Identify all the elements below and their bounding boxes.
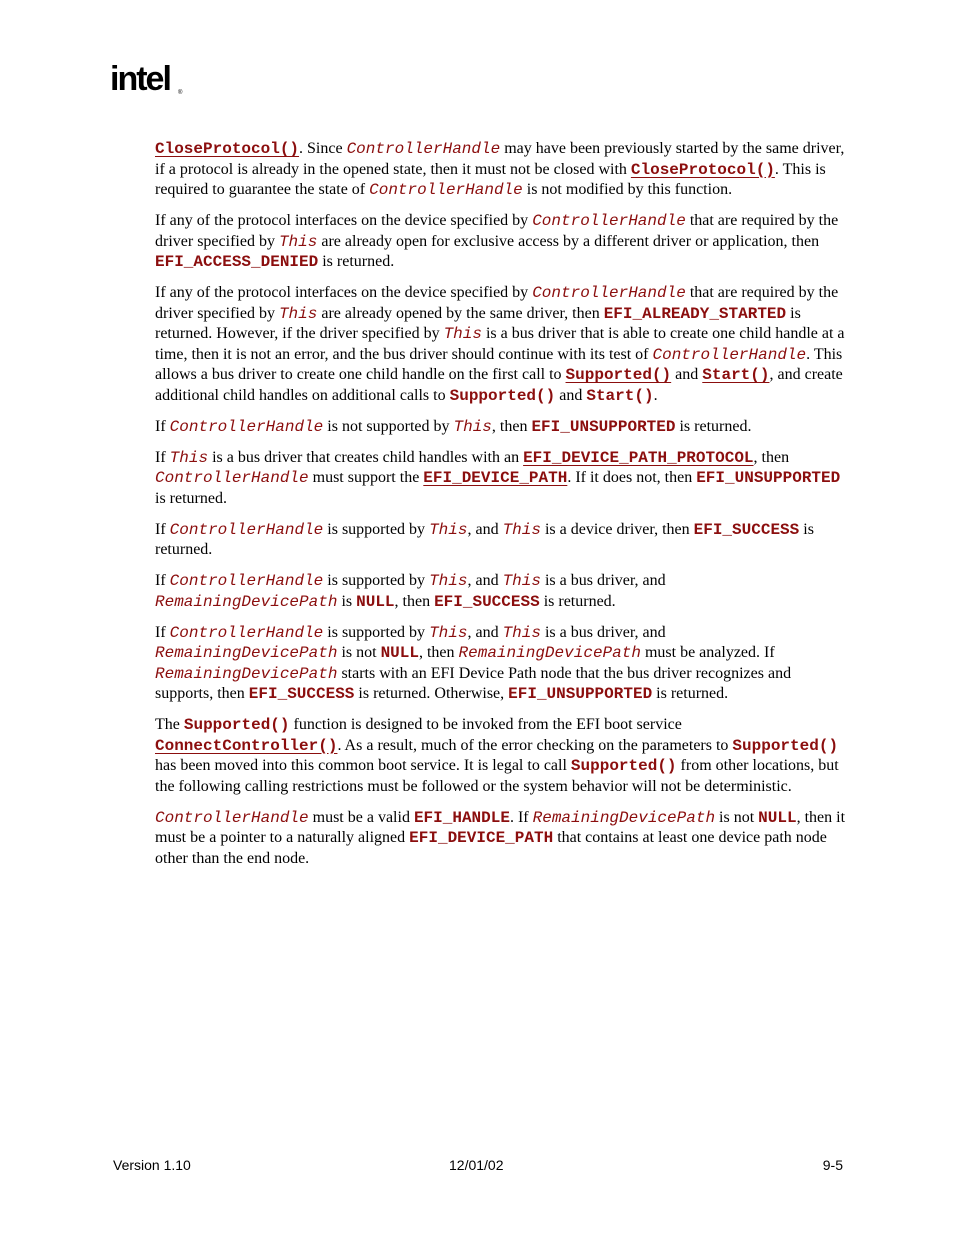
code-keyword: EFI_UNSUPPORTED <box>508 685 653 703</box>
text-run: , then <box>418 644 459 661</box>
text-run: are already open for exclusive access by a different driver or application, then <box>317 232 820 250</box>
code-link[interactable]: Start() <box>702 366 770 384</box>
footer-date: 12/01/02 <box>449 1157 504 1173</box>
text-run: , then <box>491 417 532 435</box>
text-run: is supported by <box>323 520 430 538</box>
code-keyword: NULL <box>380 644 419 662</box>
text-run: must be a valid <box>308 808 414 826</box>
parameter-name: This <box>169 448 209 467</box>
code-keyword: NULL <box>356 592 395 611</box>
text-run: is supported by <box>323 572 430 589</box>
text-run: is not <box>715 808 759 826</box>
page-body <box>155 139 845 880</box>
code-link[interactable]: ConnectController() <box>155 736 338 755</box>
parameter-name: ControllerHandle <box>369 181 523 199</box>
code-keyword: EFI_SUCCESS <box>693 520 800 539</box>
text-run: is not modified by this function. <box>522 181 733 198</box>
code-keyword: Supported() <box>183 716 290 734</box>
text-run: . This allows a bus driver to create one child handle on the first call to <box>155 345 843 383</box>
text-run: is returned. <box>652 685 729 702</box>
text-run: . If it does not, then <box>567 469 697 486</box>
text-run: , then <box>753 448 790 466</box>
parameter-name: RemainingDevicePath <box>155 592 338 611</box>
text-run: is a bus driver, and <box>540 623 666 641</box>
code-link[interactable]: EFI_DEVICE_PATH_PROTOCOL <box>523 448 754 467</box>
text-run: . This is required to guarantee the state of <box>155 160 826 198</box>
text-run: may have been previously started by the same driver, if a protocol is already in the opened state, then it must not be closed with <box>155 140 845 178</box>
code-link[interactable]: CloseProtocol() <box>630 160 775 179</box>
code-keyword: Supported() <box>449 386 556 405</box>
paragraph <box>155 448 845 510</box>
text-run: and <box>671 366 703 383</box>
text-run: is returned. However, if the driver specified by <box>155 304 801 342</box>
text-run: is a device driver, then <box>540 520 694 538</box>
text-run: is returned. Otherwise, <box>354 685 509 702</box>
text-run: is returned. <box>539 592 616 610</box>
text-run: and <box>555 386 587 404</box>
code-keyword: EFI_SUCCESS <box>248 685 355 703</box>
code-keyword: NULL <box>758 808 797 827</box>
paragraph <box>155 211 845 273</box>
text-run: are already opened by the same driver, then <box>317 304 604 322</box>
text-run: is returned. <box>155 489 227 507</box>
parameter-name: This <box>278 304 318 323</box>
text-run: function is designed to be invoked from the EFI boot service <box>289 716 682 733</box>
parameter-name: This <box>443 325 482 343</box>
code-link[interactable]: Supported() <box>565 366 672 384</box>
page-footer <box>113 1157 843 1177</box>
code-keyword: Supported() <box>570 757 677 775</box>
text-run: is returned. <box>155 520 814 558</box>
parameter-name: This <box>429 520 468 539</box>
paragraph <box>155 571 845 612</box>
text-run: is a bus driver that is able to create one child handle at a time, then it is not an error, and the bus driver should continue with its test of <box>155 325 845 363</box>
text-run: If any of the protocol interfaces on the device specified by <box>155 212 533 229</box>
text-run: , and <box>467 520 503 538</box>
text-run: , and <box>467 572 503 589</box>
text-run: , then it must be a pointer to a naturally aligned <box>155 808 846 846</box>
text-run: that are required by the driver specified by <box>155 284 839 322</box>
text-run: If <box>155 417 170 435</box>
text-run: If <box>155 572 170 589</box>
text-run: . If <box>509 808 533 826</box>
text-run: If <box>155 623 170 641</box>
code-keyword: EFI_HANDLE <box>413 808 510 827</box>
text-run: that contains at least one device path node other than the end node. <box>155 829 827 867</box>
text-run: . Since <box>299 140 347 157</box>
parameter-name: This <box>429 572 468 590</box>
text-run: is not supported by <box>323 417 454 435</box>
paragraph <box>155 808 845 870</box>
text-run: The <box>155 716 184 733</box>
parameter-name: ControllerHandle <box>652 345 807 364</box>
text-run: If <box>155 448 170 466</box>
code-keyword: EFI_ALREADY_STARTED <box>603 304 787 323</box>
parameter-name: ControllerHandle <box>155 808 309 827</box>
footer-page-number: 9-5 <box>822 1157 843 1173</box>
text-run: is a bus driver that creates child handles with an <box>208 448 524 466</box>
text-run: If <box>155 520 170 538</box>
registered-mark: ® <box>178 90 183 96</box>
code-keyword: EFI_UNSUPPORTED <box>696 469 841 487</box>
parameter-name: ControllerHandle <box>346 140 501 158</box>
parameter-name: RemainingDevicePath <box>458 644 641 662</box>
paragraph <box>155 715 845 797</box>
parameter-name: This <box>502 572 541 590</box>
paragraph <box>155 283 845 406</box>
footer-version: Version 1.10 <box>113 1157 191 1173</box>
paragraph <box>155 520 845 561</box>
parameter-name: ControllerHandle <box>532 284 686 302</box>
text-run: is supported by <box>323 623 430 641</box>
text-run: must support the <box>308 469 424 486</box>
text-run: starts with an EFI Device Path node that the bus driver recognizes and supports, then <box>155 664 792 702</box>
text-run: must be analyzed. If <box>640 644 775 661</box>
parameter-name: ControllerHandle <box>169 572 324 590</box>
text-run: If any of the protocol interfaces on the device specified by <box>155 284 533 301</box>
paragraph <box>155 417 845 438</box>
parameter-name: This <box>278 232 318 251</box>
parameter-name: ControllerHandle <box>532 212 686 230</box>
paragraph <box>155 139 845 201</box>
text-run: , and <box>467 623 503 641</box>
text-run: from other locations, but the following calling restrictions must be followed or the system behavior will not be deterministic. <box>155 757 839 795</box>
parameter-name: This <box>502 520 541 539</box>
text-run: is <box>337 592 357 610</box>
code-keyword: Start() <box>586 386 654 405</box>
text-run: is a bus driver, and <box>540 572 666 589</box>
code-keyword: EFI_UNSUPPORTED <box>531 417 676 436</box>
parameter-name: RemainingDevicePath <box>155 644 338 662</box>
code-keyword: Supported() <box>732 736 839 755</box>
parameter-name: This <box>453 417 492 436</box>
text-run: is returned. <box>318 253 395 270</box>
text-run: . As a result, much of the error checking on the parameters to <box>337 736 733 754</box>
parameter-name: RemainingDevicePath <box>532 808 716 827</box>
parameter-name: RemainingDevicePath <box>155 664 338 683</box>
text-run: is returned. <box>675 417 752 435</box>
code-keyword: EFI_SUCCESS <box>434 592 540 611</box>
parameter-name: This <box>429 623 468 642</box>
parameter-name: ControllerHandle <box>169 417 324 436</box>
text-run: , and create additional child handles on additional calls to <box>155 366 843 404</box>
parameter-name: ControllerHandle <box>169 623 324 642</box>
text-run: , then <box>394 592 435 610</box>
code-keyword: EFI_ACCESS_DENIED <box>155 253 319 271</box>
code-keyword: EFI_DEVICE_PATH <box>409 829 554 847</box>
parameter-name: ControllerHandle <box>169 520 324 539</box>
parameter-name: This <box>502 623 541 642</box>
text-run: that are required by the driver specified by <box>155 212 839 250</box>
paragraph <box>155 623 845 705</box>
code-link[interactable]: EFI_DEVICE_PATH <box>423 469 568 487</box>
parameter-name: ControllerHandle <box>155 469 309 487</box>
intel-logo <box>110 58 190 108</box>
text-run: . <box>653 386 658 404</box>
text-run: has been moved into this common boot service. It is legal to call <box>155 757 571 774</box>
code-link[interactable]: CloseProtocol() <box>155 140 300 158</box>
logo-text: intel <box>110 60 170 98</box>
text-run: is not <box>337 644 381 661</box>
